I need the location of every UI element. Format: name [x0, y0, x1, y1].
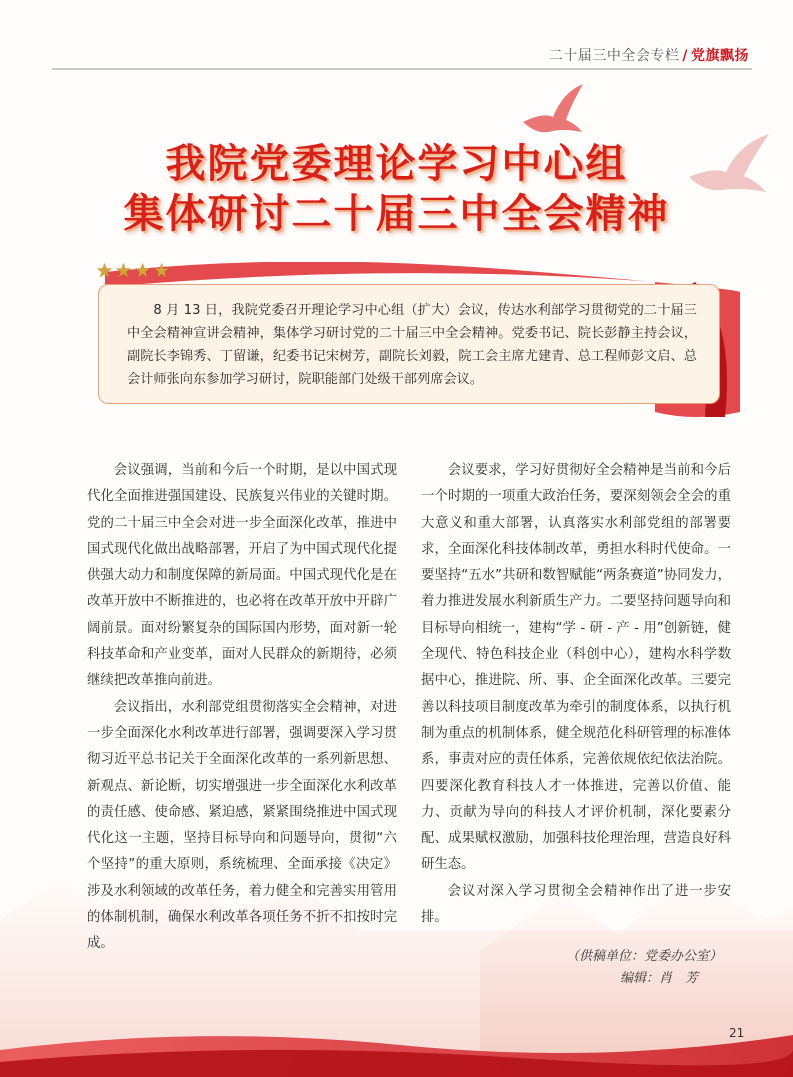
column-label — [549, 45, 749, 65]
body-paragraph: 会议指出，水利部党组贯彻落实全会精神，对进一步全面深化水利改革进行部署，强调要深入学习贯彻习近平总书记关于全面深化改革的一系列新思想、新观点、新论断，切实增强进一步全面深化水利改革的责任感、使命感、紧迫感，紧紧围绕推进中国式现代化这一主题，坚持目标导向和问题导向，贯彻“六个坚持”的重大原则，系统梳理、全面承接《决定》涉及水利领域的改革任务，着力健全和完善实用管用的体制机制，确保水利改革各项任务不折不扣按时完成。 — [87, 699, 397, 952]
body-column-right — [421, 458, 731, 931]
page-number: 21 — [729, 1026, 745, 1040]
title-line-1: 我院党委理论学习中心组 — [165, 140, 628, 187]
column-name: 二十届三中全会专栏 — [548, 48, 680, 64]
body-paragraph: 会议对深入学习贯彻全会精神作出了进一步安排。 — [421, 883, 731, 926]
star-icon: ★ — [153, 260, 171, 282]
title-line-2: 集体研讨二十届三中全会精神 — [123, 190, 670, 237]
stars-decoration — [96, 262, 170, 281]
header-divider — [52, 68, 752, 70]
body-column-left — [87, 458, 397, 958]
star-icon: ★ — [134, 260, 152, 282]
source-credit: （供稿单位：党委办公室） — [566, 949, 723, 964]
column-separator: / — [682, 48, 688, 64]
body-paragraph: 会议强调，当前和今后一个时期，是以中国式现代化全面推进强国建设、民族复兴伟业的关键时期。党的二十届三中全会对进一步全面深化改革，推进中国式现代化做出战略部署，开启了为中国式现代化提供强大动力和制度保障的新局面。中国式现代化是在改革开放中不断推进的，也必将在改革开放中开辟广阔前景。面对纷繁复杂的国际国内形势，面对新一轮科技革命和产业变革，面对人民群众的新期待，必须继续把改革推向前进。 — [87, 463, 397, 689]
article-abstract: 8 月 13 日，我院党委召开理论学习中心组（扩大）会议，传达水利部学习贯彻党的二十届三中全会精神宣讲会精神，集体学习研讨党的二十届三中全会精神。党委书记、院长彭静主持会议，副院长李锦秀、丁留谦，纪委书记宋树芳，副院长刘毅，院工会主席尤建青、总工程师彭文启、总会计师张向东参加学习研讨，院职能部门处级干部列席会议。 — [98, 284, 720, 404]
subcolumn-name: 党旗飘扬 — [691, 48, 749, 64]
editor-credit: 编辑：肖 芳 — [620, 971, 699, 986]
star-icon: ★ — [115, 260, 133, 282]
body-paragraph: 会议要求，学习好贯彻好全会精神是当前和今后一个时期的一项重大政治任务，要深刻领会全会的重大意义和重大部署，认真落实水利部党组的部署要求，全面深化科技体制改革，勇担水科时代使命。一要坚持“五水”共研和数智赋能“两条赛道”协同发力，着力推进发展水利新质生产力。二要坚持问题导向和目标导向相统一，建构“学 - 研 - 产 - 用”创新链，健全现代、特色科技企业（科创中心），建构水科学数据中心，推进院、所、事、企全面深化改革。三要完善以科技项目制度改革为牵引的制度体系，以执行机制为重点的机制体系，健全规范化科研管理的标准体系，事责对应的责任体系，完善依规依纪依法治院。四要深化教育科技人才一体推进，完善以价值、能力、贡献为导向的科技人才评价机制，深化要素分配、成果赋权激励，加强科技伦理治理，营造良好科研生态。 — [421, 463, 731, 873]
star-icon: ★ — [96, 260, 114, 282]
